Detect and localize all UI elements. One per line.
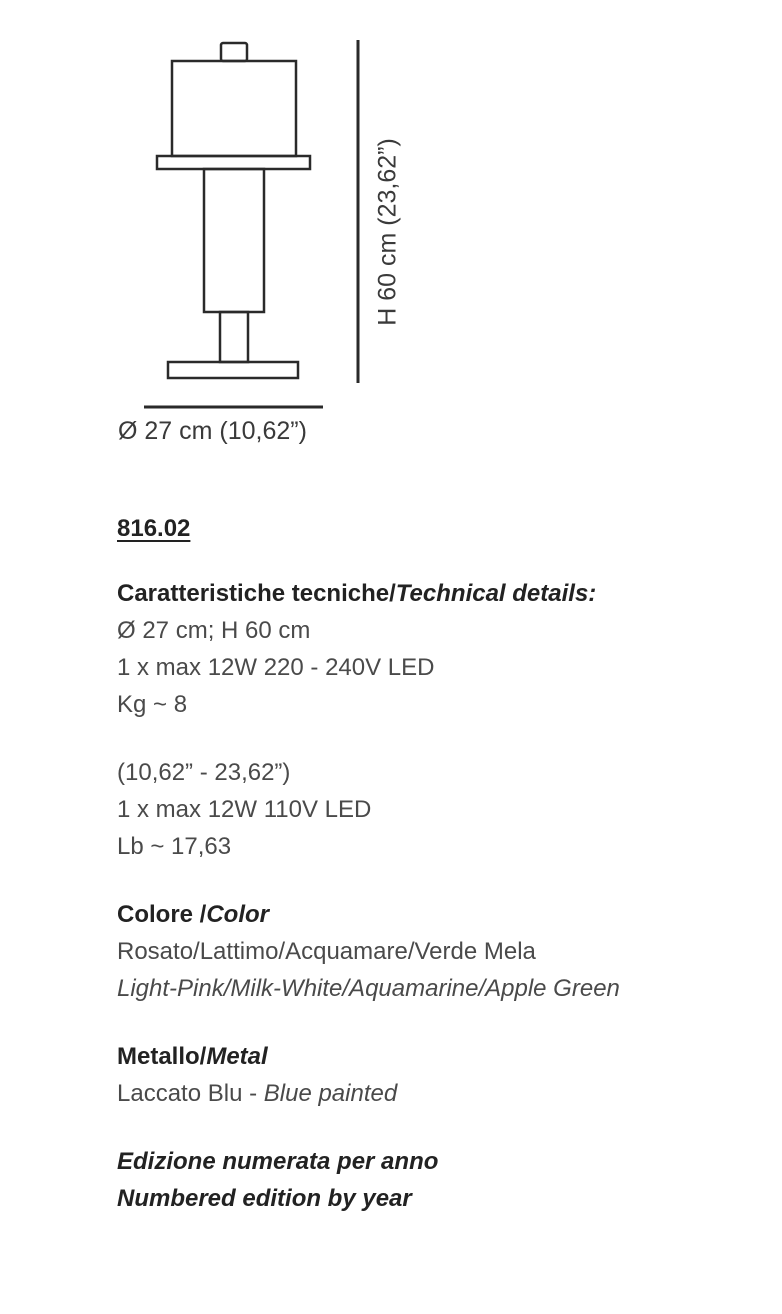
metal-section: [117, 1038, 777, 1112]
lamp-shade-rim: [157, 156, 310, 169]
spec-dimensions-imperial: (10,62” - 23,62”): [117, 759, 291, 786]
edition-it: Edizione numerata per anno: [117, 1148, 439, 1175]
technical-details-section: [117, 575, 777, 723]
spec-dimensions-metric: Ø 27 cm; H 60 cm: [117, 617, 311, 644]
technical-details-heading: Caratteristiche tecniche/Technical details:: [117, 580, 597, 607]
lamp-top-knob: [221, 43, 247, 61]
product-code: 816.02: [117, 515, 191, 542]
color-section: [117, 896, 777, 1007]
height-dimension-label: H 60 cm (23,62”): [373, 138, 402, 326]
color-heading: Colore /Color: [117, 901, 270, 928]
metal-heading: Metallo/Metal: [117, 1043, 268, 1070]
spec-weight-lb: Lb ~ 17,63: [117, 833, 232, 860]
metal-value: Laccato Blu - Blue painted: [117, 1080, 398, 1107]
spec-weight-kg: Kg ~ 8: [117, 691, 188, 718]
spec-sheet: [117, 515, 777, 1248]
lamp-body: [204, 169, 264, 312]
technical-details-imperial: [117, 754, 777, 865]
edition-section: [117, 1143, 777, 1217]
spec-power-eu: 1 x max 12W 220 - 240V LED: [117, 654, 435, 681]
lamp-stem: [220, 312, 248, 362]
lamp-base: [168, 362, 298, 378]
color-values-it: Rosato/Lattimo/Acquamare/Verde Mela: [117, 938, 536, 965]
lamp-shade: [172, 61, 296, 156]
color-values-en: Light-Pink/Milk-White/Aquamarine/Apple Green: [117, 975, 620, 1002]
edition-en: Numbered edition by year: [117, 1185, 412, 1212]
spec-power-us: 1 x max 12W 110V LED: [117, 796, 372, 823]
width-dimension-label: Ø 27 cm (10,62”): [118, 417, 307, 445]
